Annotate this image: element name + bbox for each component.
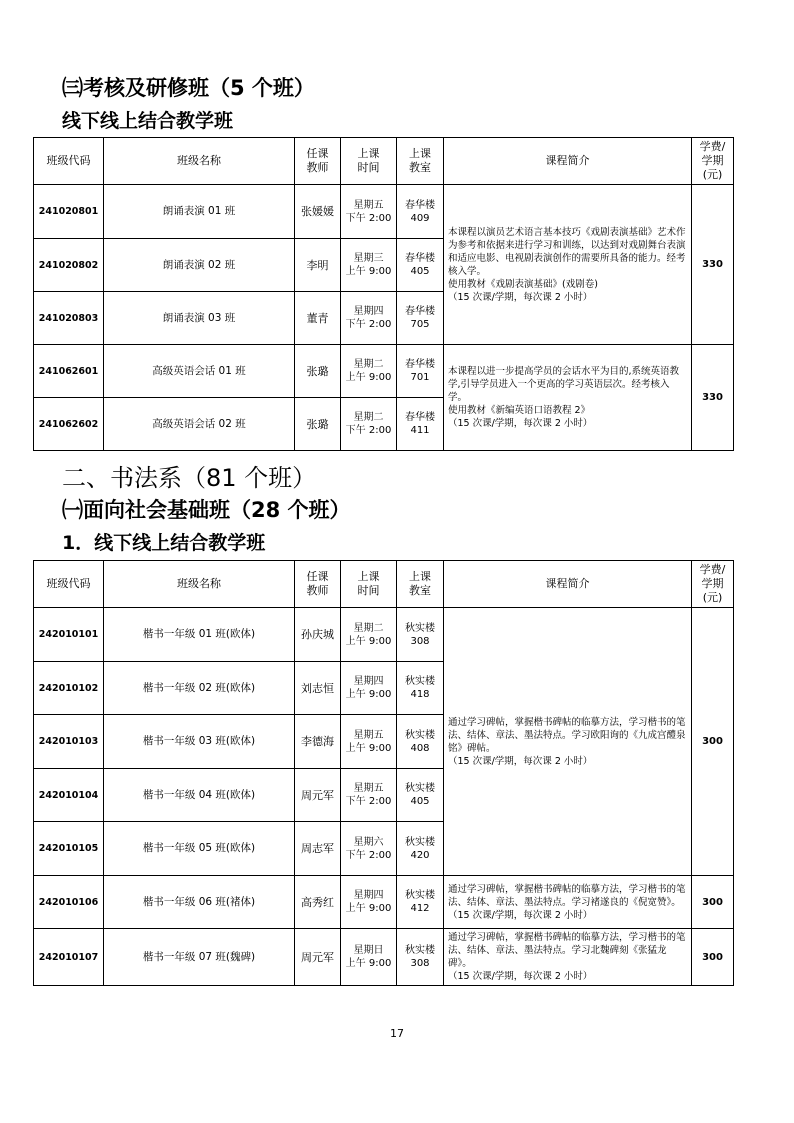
classroom: 秋实楼 412 bbox=[397, 876, 444, 929]
col-header-name: 班级名称 bbox=[104, 561, 295, 608]
class-time: 星期四 上午 9:00 bbox=[341, 662, 397, 715]
teacher: 张媛媛 bbox=[295, 185, 341, 239]
classroom: 春华楼 405 bbox=[397, 239, 444, 292]
class-name: 高级英语会话 01 班 bbox=[104, 345, 295, 398]
class-name: 楷书一年级 06 班(褚体) bbox=[104, 876, 295, 929]
class-time: 星期五 上午 9:00 bbox=[341, 715, 397, 769]
class-name: 楷书一年级 02 班(欧体) bbox=[104, 662, 295, 715]
table-row bbox=[34, 185, 734, 239]
class-name: 高级英语会话 02 班 bbox=[104, 398, 295, 451]
classroom: 秋实楼 405 bbox=[397, 769, 444, 822]
class-time: 星期五 下午 2:00 bbox=[341, 185, 397, 239]
class-time: 星期二 下午 2:00 bbox=[341, 398, 397, 451]
class-time: 星期六 下午 2:00 bbox=[341, 822, 397, 876]
classroom: 秋实楼 308 bbox=[397, 929, 444, 986]
class-time: 星期日 上午 9:00 bbox=[341, 929, 397, 986]
class-code: 242010104 bbox=[34, 769, 104, 822]
table-row bbox=[34, 876, 734, 929]
class-time: 星期二 上午 9:00 bbox=[341, 345, 397, 398]
teacher: 李德海 bbox=[295, 715, 341, 769]
class-name: 朗诵表演 02 班 bbox=[104, 239, 295, 292]
page-number: 17 bbox=[390, 1027, 404, 1040]
teacher: 周志军 bbox=[295, 822, 341, 876]
course-intro: 通过学习碑帖，掌握楷书碑帖的临摹方法，学习楷书的笔法、结体、章法、墨法特点。学习北魏碑刻《张猛龙碑》。 （15 次课/学期，每次课 2 小时） bbox=[444, 929, 692, 986]
classroom: 春华楼 409 bbox=[397, 185, 444, 239]
col-header-time: 上课 时间 bbox=[341, 561, 397, 608]
teacher: 张璐 bbox=[295, 398, 341, 451]
teacher: 高秀红 bbox=[295, 876, 341, 929]
col-header-fee: 学费/学期 (元) bbox=[692, 138, 734, 185]
tuition-fee: 330 bbox=[692, 345, 734, 451]
table-header-row bbox=[34, 561, 734, 608]
course-intro: 本课程以进一步提高学员的会话水平为目的,系统英语教学,引导学员进入一个更高的学习英语层次。经考核入学。 使用教材《新编英语口语教程 2》 （15 次课/学期，每次课 2 小时） bbox=[444, 345, 692, 451]
classroom: 秋实楼 418 bbox=[397, 662, 444, 715]
teacher: 孙庆城 bbox=[295, 608, 341, 662]
teacher: 董青 bbox=[295, 292, 341, 345]
col-header-code: 班级代码 bbox=[34, 561, 104, 608]
col-header-room: 上课 教室 bbox=[397, 561, 444, 608]
class-time: 星期四 上午 9:00 bbox=[341, 876, 397, 929]
col-header-intro: 课程简介 bbox=[444, 561, 692, 608]
teacher: 李明 bbox=[295, 239, 341, 292]
class-name: 朗诵表演 01 班 bbox=[104, 185, 295, 239]
table-header-row bbox=[34, 138, 734, 185]
tuition-fee: 300 bbox=[692, 876, 734, 929]
class-code: 242010101 bbox=[34, 608, 104, 662]
class-name: 楷书一年级 05 班(欧体) bbox=[104, 822, 295, 876]
section-subheading-basic-classes: ㈠面向社会基础班（28 个班） bbox=[62, 498, 351, 522]
classroom: 春华楼 701 bbox=[397, 345, 444, 398]
class-code: 242010105 bbox=[34, 822, 104, 876]
class-code: 242010106 bbox=[34, 876, 104, 929]
section-subsubheading-blended: 1．线下线上结合教学班 bbox=[62, 532, 266, 554]
calligraphy-classes-table bbox=[33, 560, 734, 986]
col-header-teacher: 任课 教师 bbox=[295, 138, 341, 185]
col-header-room: 上课 教室 bbox=[397, 138, 444, 185]
classroom: 春华楼 411 bbox=[397, 398, 444, 451]
class-name: 楷书一年级 04 班(欧体) bbox=[104, 769, 295, 822]
class-time: 星期五 下午 2:00 bbox=[341, 769, 397, 822]
teacher: 张璐 bbox=[295, 345, 341, 398]
table-row bbox=[34, 608, 734, 662]
exam-classes-table bbox=[33, 137, 734, 451]
teacher: 周元军 bbox=[295, 929, 341, 986]
classroom: 秋实楼 408 bbox=[397, 715, 444, 769]
tuition-fee: 300 bbox=[692, 929, 734, 986]
col-header-name: 班级名称 bbox=[104, 138, 295, 185]
tuition-fee: 300 bbox=[692, 608, 734, 876]
class-name: 楷书一年级 01 班(欧体) bbox=[104, 608, 295, 662]
section-subheading-blended: 线下线上结合教学班 bbox=[62, 110, 234, 132]
class-code: 241062601 bbox=[34, 345, 104, 398]
class-name: 朗诵表演 03 班 bbox=[104, 292, 295, 345]
class-code: 241062602 bbox=[34, 398, 104, 451]
class-name: 楷书一年级 03 班(欧体) bbox=[104, 715, 295, 769]
classroom: 秋实楼 420 bbox=[397, 822, 444, 876]
class-code: 242010102 bbox=[34, 662, 104, 715]
classroom: 秋实楼 308 bbox=[397, 608, 444, 662]
tuition-fee: 330 bbox=[692, 185, 734, 345]
class-time: 星期四 下午 2:00 bbox=[341, 292, 397, 345]
class-code: 241020802 bbox=[34, 239, 104, 292]
class-name: 楷书一年级 07 班(魏碑) bbox=[104, 929, 295, 986]
class-code: 241020801 bbox=[34, 185, 104, 239]
course-intro: 通过学习碑帖，掌握楷书碑帖的临摹方法，学习楷书的笔法、结体、章法、墨法特点。学习欧阳询的《九成宫醴泉铭》碑帖。 （15 次课/学期，每次课 2 小时） bbox=[444, 608, 692, 876]
teacher: 周元军 bbox=[295, 769, 341, 822]
class-time: 星期二 上午 9:00 bbox=[341, 608, 397, 662]
col-header-teacher: 任课 教师 bbox=[295, 561, 341, 608]
col-header-time: 上课 时间 bbox=[341, 138, 397, 185]
table-row bbox=[34, 345, 734, 398]
class-code: 242010103 bbox=[34, 715, 104, 769]
table-row bbox=[34, 929, 734, 986]
section-heading-calligraphy: 二、书法系（81 个班） bbox=[62, 464, 317, 492]
course-intro: 本课程以演员艺术语言基本技巧《戏剧表演基础》艺术作为参考和依据来进行学习和训练，以达到对戏剧舞台表演和适应电影、电视剧表演创作的需要所具备的能力。经考核入学。 使用教材《戏剧表演基础》(戏剧卷) （15 次课/学期，每次课 2 小时） bbox=[444, 185, 692, 345]
class-code: 242010107 bbox=[34, 929, 104, 986]
col-header-fee: 学费/学期 (元) bbox=[692, 561, 734, 608]
classroom: 春华楼 705 bbox=[397, 292, 444, 345]
col-header-code: 班级代码 bbox=[34, 138, 104, 185]
col-header-intro: 课程简介 bbox=[444, 138, 692, 185]
section-heading-exam-classes: ㈢考核及研修班（5 个班） bbox=[62, 76, 315, 100]
class-time: 星期三 上午 9:00 bbox=[341, 239, 397, 292]
teacher: 刘志恒 bbox=[295, 662, 341, 715]
class-code: 241020803 bbox=[34, 292, 104, 345]
course-intro: 通过学习碑帖，掌握楷书碑帖的临摹方法，学习楷书的笔法、结体、章法、墨法特点。学习褚遂良的《倪宽赞》。 （15 次课/学期，每次课 2 小时） bbox=[444, 876, 692, 929]
